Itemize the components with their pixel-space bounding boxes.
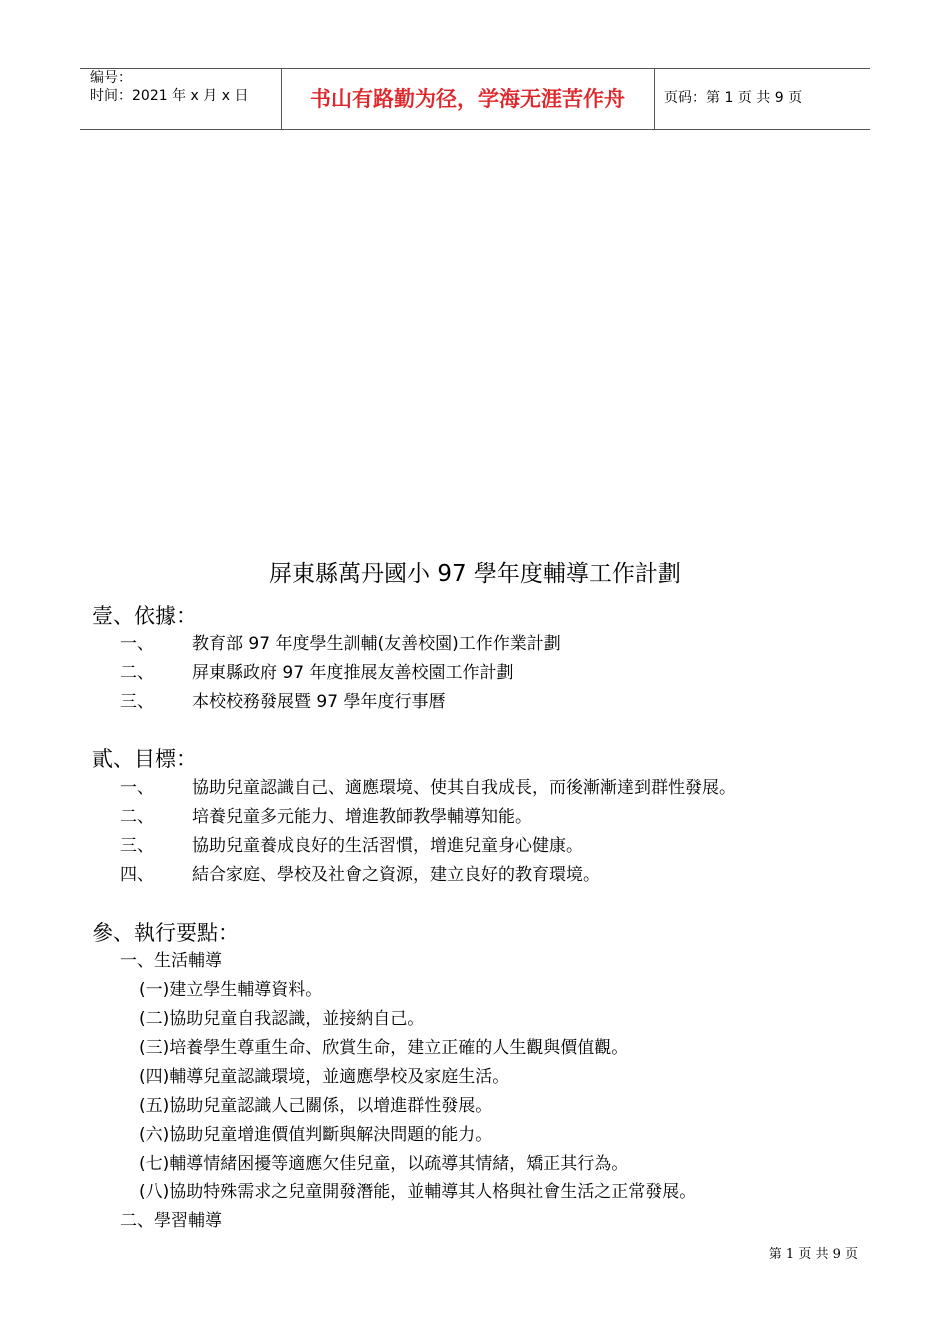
list-item: (四)輔導兒童認識環境，並適應學校及家庭生活。 [139, 1067, 510, 1087]
list-item-number: 二、 [120, 807, 154, 827]
header-meta-cell [80, 69, 282, 129]
list-item-number: 四、 [120, 865, 154, 885]
list-item-text: 教育部 97 年度學生訓輔(友善校園)工作作業計劃 [192, 634, 561, 654]
list-item-text: 結合家庭、學校及社會之資源，建立良好的教育環境。 [192, 865, 600, 885]
list-item-number: 一、 [120, 634, 154, 654]
header-page-cell [654, 69, 870, 129]
list-item-text: 本校校務發展暨 97 學年度行事曆 [192, 692, 446, 712]
header-page-info: 页码：第 1 页 共 9 页 [664, 90, 803, 106]
page-header [80, 68, 870, 130]
list-item-text: 培養兒童多元能力、增進教師教學輔導知能。 [192, 807, 532, 827]
list-item: (八)協助特殊需求之兒童開發潛能，並輔導其人格與社會生活之正常發展。 [139, 1182, 697, 1202]
list-item-number: 一、 [120, 778, 154, 798]
subsection-learning-guidance-heading: 二、學習輔導 [120, 1211, 222, 1231]
header-motto: 书山有路勤为径，学海无涯苦作舟 [310, 87, 625, 111]
list-item: (三)培養學生尊重生命、欣賞生命，建立正確的人生觀與價值觀。 [139, 1038, 629, 1058]
header-motto-cell [281, 69, 655, 129]
section-goals-heading: 貳、目標： [92, 747, 197, 771]
list-item: (七)輔導情緒困擾等適應欠佳兒童，以疏導其情緒，矯正其行為。 [139, 1154, 629, 1174]
list-item: (五)協助兒童認識人己關係，以增進群性發展。 [139, 1096, 493, 1116]
section-execution-heading: 參、執行要點： [92, 921, 239, 945]
document-title: 屏東縣萬丹國小 97 學年度輔導工作計劃 [269, 561, 681, 587]
list-item: (一)建立學生輔導資料。 [139, 980, 323, 1000]
list-item-number: 二、 [120, 663, 154, 683]
list-item-text: 屏東縣政府 97 年度推展友善校園工作計劃 [192, 663, 514, 683]
list-item-text: 協助兒童養成良好的生活習慣，增進兒童身心健康。 [192, 836, 583, 856]
document-time-label: 时间：2021 年 x 月 x 日 [90, 88, 249, 104]
document-number-label: 编号： [90, 70, 132, 86]
list-item: (二)協助兒童自我認識，並接納自己。 [139, 1009, 425, 1029]
list-item-number: 三、 [120, 836, 154, 856]
list-item-text: 協助兒童認識自己、適應環境、使其自我成長，而後漸漸達到群性發展。 [192, 778, 736, 798]
section-basis-heading: 壹、依據： [92, 604, 197, 628]
page-footer-number: 第 1 页 共 9 页 [768, 1247, 858, 1262]
list-item-number: 三、 [120, 692, 154, 712]
subsection-life-guidance-heading: 一、生活輔導 [120, 951, 222, 971]
list-item: (六)協助兒童增進價值判斷與解決問題的能力。 [139, 1125, 493, 1145]
